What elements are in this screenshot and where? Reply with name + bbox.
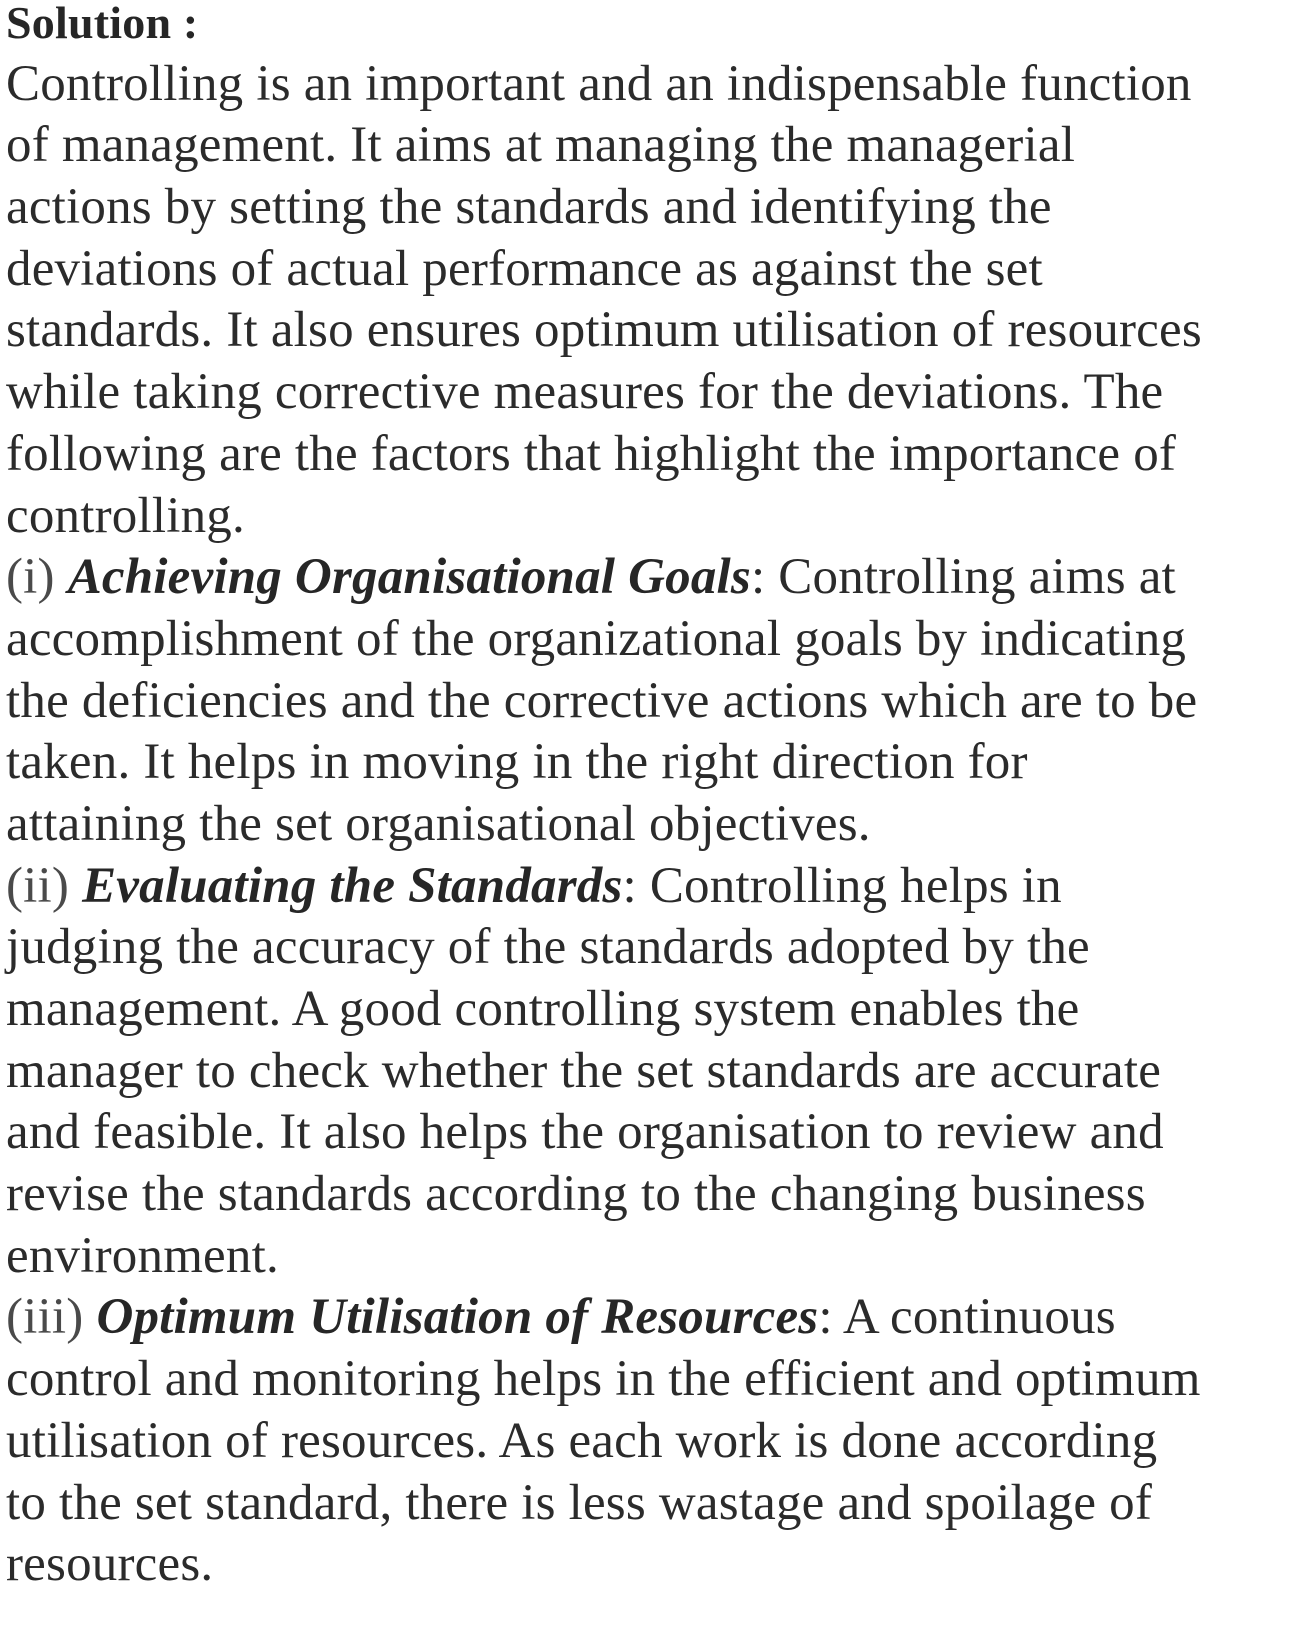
point-numeral: (ii): [6, 857, 83, 914]
point-line: management. A good controlling system enables the: [6, 981, 1080, 1037]
point-first-line: [6, 856, 1291, 918]
point-text: : Controlling aims at: [750, 549, 1176, 606]
intro-line: deviations of actual performance as against the set: [6, 240, 1043, 297]
point-line: manager to check whether the set standards are accurate: [6, 1042, 1162, 1099]
point-first-line: [6, 547, 1291, 609]
point-line: to the set standard, there is less wastage and spoilage of: [6, 1474, 1153, 1531]
point-text: : A continuous: [818, 1289, 1116, 1346]
point-achieving-organisational-goals: [6, 547, 1291, 855]
point-numeral: (i): [6, 549, 68, 606]
intro-line: controlling.: [6, 487, 245, 544]
intro-line: actions by setting the standards and identifying the: [6, 179, 1052, 236]
point-heading: Evaluating the Standards: [82, 857, 623, 914]
point-line: taken. It helps in moving in the right direction for: [6, 734, 1028, 791]
point-heading: Achieving Organisational Goals: [67, 549, 751, 606]
intro-line: while taking corrective measures for the deviations. The: [6, 364, 1164, 421]
intro-line: of management. It aims at managing the managerial: [6, 117, 1076, 174]
point-numeral: (iii): [6, 1289, 97, 1346]
point-text: : Controlling helps in: [622, 857, 1062, 914]
point-heading: Optimum Utilisation of Resources: [96, 1289, 819, 1346]
solution-title: Solution :: [6, 0, 199, 48]
point-line: attaining the set organisational objectives.: [6, 795, 871, 852]
intro-line: Controlling is an important and an indispensable function: [6, 55, 1192, 112]
point-line: revise the standards according to the changing business: [6, 1166, 1146, 1223]
point-evaluating-the-standards: [6, 856, 1291, 1288]
point-line: utilisation of resources. As each work is done according: [6, 1412, 1158, 1469]
point-line: accomplishment of the organizational goals by indicating: [6, 610, 1187, 667]
point-line: control and monitoring helps in the efficient and optimum: [6, 1351, 1201, 1408]
point-line: environment.: [6, 1227, 279, 1284]
point-line: resources.: [6, 1536, 214, 1593]
point-line: judging the accuracy of the standards adopted by the: [6, 919, 1090, 976]
solution-document: [6, 0, 1291, 1596]
point-line: and feasible. It also helps the organisation to review and: [6, 1104, 1164, 1161]
intro-paragraph: [6, 54, 1291, 548]
point-first-line: [6, 1287, 1291, 1349]
point-line: the deficiencies and the corrective actions which are to be: [6, 672, 1198, 729]
intro-line: following are the factors that highlight the importance of: [6, 425, 1177, 482]
intro-line: standards. It also ensures optimum utilisation of resources: [6, 302, 1202, 359]
point-optimum-utilisation-of-resources: [6, 1287, 1291, 1595]
